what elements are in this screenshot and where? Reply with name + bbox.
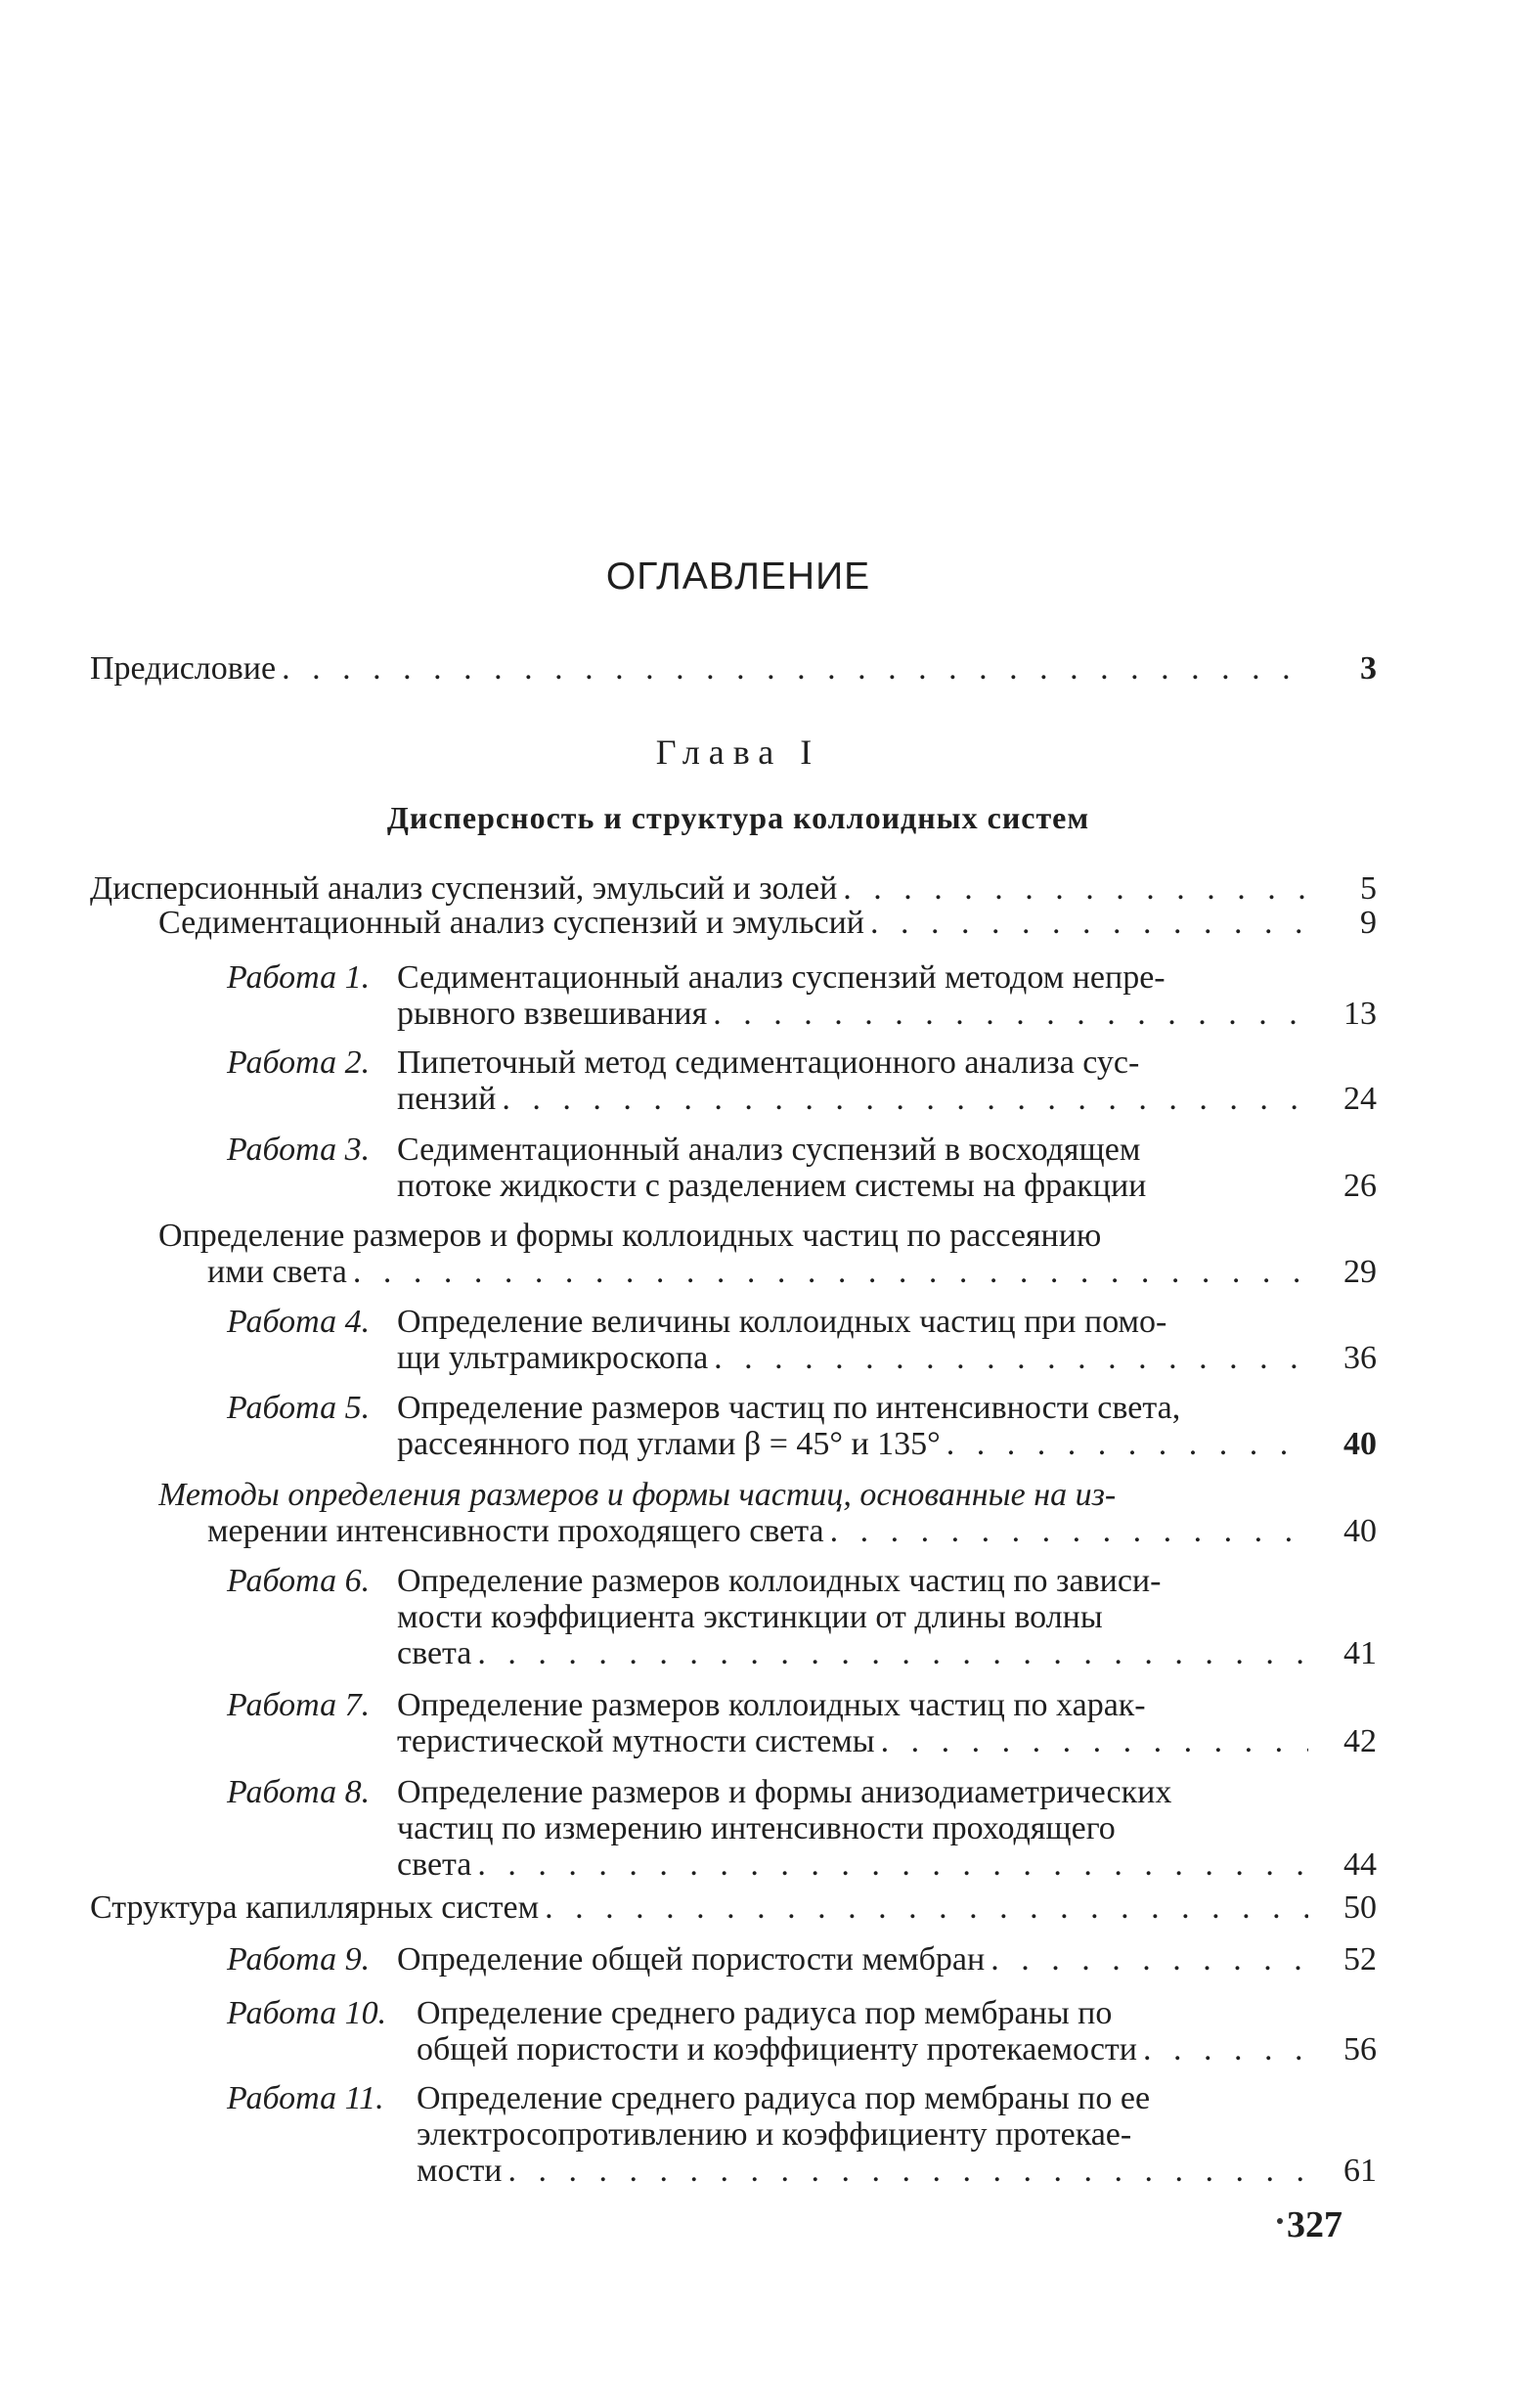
work-label: Работа 10. — [227, 1995, 387, 2031]
dot-leader — [477, 1846, 1308, 1883]
dot-leader — [508, 2153, 1308, 2189]
work-label: Работа 8. — [227, 1774, 371, 1810]
toc-entry-work[interactable] — [397, 1774, 1377, 1883]
page-number: 24 — [1343, 1081, 1377, 1117]
page-number: 61 — [1343, 2153, 1377, 2189]
toc-entry-preface[interactable] — [90, 650, 1377, 687]
dot-leader — [713, 996, 1308, 1032]
page-number: 44 — [1343, 1846, 1377, 1883]
work-label: Работа 3. — [227, 1132, 371, 1168]
toc-entry-section[interactable] — [90, 870, 1377, 907]
dot-leader — [714, 1340, 1308, 1376]
dot-leader — [946, 1426, 1308, 1462]
chapter-title: Дисперсность и структура коллоидных систем — [386, 800, 1090, 835]
toc-entry-work[interactable] — [397, 959, 1377, 1032]
toc-entry-subsection[interactable] — [158, 1477, 1377, 1549]
entry-text: Пипеточный метод седиментационного анализа сус- — [397, 1044, 1140, 1081]
toc-entry-section[interactable] — [90, 1889, 1377, 1926]
entry-text: электросопротивлению и коэффициенту протекае- — [417, 2116, 1132, 2153]
page-number: 40 — [1343, 1513, 1377, 1549]
toc-entry-subsection[interactable] — [158, 905, 1377, 941]
page-number: 9 — [1360, 905, 1377, 941]
work-label: Работа 2. — [227, 1044, 371, 1081]
page-number: 29 — [1343, 1254, 1377, 1290]
toc-entry-work[interactable] — [397, 1563, 1377, 1671]
page-number: 56 — [1343, 2031, 1377, 2067]
entry-text: щи ультрамикроскопа — [397, 1340, 709, 1376]
toc-entry-work[interactable] — [397, 1941, 1377, 1978]
entry-text: мерении интенсивности проходящего света — [207, 1513, 824, 1549]
entry-text: рывного взвешивания — [397, 996, 708, 1032]
page-number: 13 — [1343, 996, 1377, 1032]
toc-entry-work[interactable] — [397, 1132, 1377, 1204]
page-number: 36 — [1343, 1340, 1377, 1376]
dot-leader — [830, 1513, 1308, 1549]
entry-text: Седиментационный анализ суспензий и эмульсий — [158, 905, 864, 941]
toc-entry-work[interactable] — [397, 1687, 1377, 1759]
dot-leader — [477, 1635, 1308, 1671]
toc-entry-work[interactable] — [397, 1304, 1377, 1376]
page-number: 52 — [1343, 1941, 1377, 1978]
entry-text: общей пористости и коэффициенту протекаемости — [417, 2031, 1137, 2067]
page-number: 50 — [1343, 1889, 1377, 1926]
toc-title: ОГЛАВЛЕНИЕ — [605, 556, 871, 598]
toc-entry-work[interactable] — [417, 2080, 1377, 2189]
page-number: 40 — [1343, 1426, 1377, 1462]
dot-leader — [1143, 2031, 1308, 2067]
chapter-label: Глава I — [655, 733, 821, 772]
work-label: Работа 7. — [227, 1687, 371, 1723]
entry-text: Определение среднего радиуса пор мембраны по ее — [417, 2080, 1151, 2116]
entry-text: теристической мутности системы — [397, 1723, 875, 1759]
dot-leader — [282, 650, 1308, 687]
page-footer-number: 327 — [1287, 2204, 1342, 2245]
entry-text: Определение размеров частиц по интенсивности света, — [397, 1390, 1181, 1426]
dot-leader — [545, 1889, 1308, 1926]
entry-text: рассеянного под углами β = 45° и 135° — [397, 1426, 941, 1462]
entry-text: Определение размеров коллоидных частиц по харак- — [397, 1687, 1146, 1723]
dot-leader — [990, 1941, 1308, 1978]
entry-text: Определение размеров коллоидных частиц по зависи- — [397, 1563, 1162, 1599]
entry-text: мости — [417, 2153, 503, 2189]
entry-label: Предисловие — [90, 650, 277, 687]
page-number: 26 — [1343, 1168, 1377, 1204]
toc-entry-subsection[interactable] — [158, 1218, 1377, 1290]
entry-text: мости коэффициента экстинкции от длины волны — [397, 1599, 1103, 1635]
toc-entry-work[interactable] — [417, 1995, 1377, 2067]
entry-text: Дисперсионный анализ суспензий, эмульсий и золей — [90, 870, 838, 907]
entry-text: света — [397, 1846, 472, 1883]
entry-text: Определение среднего радиуса пор мембраны по — [417, 1995, 1113, 2031]
entry-text: света — [397, 1635, 472, 1671]
entry-text: Определение размеров и формы коллоидных частиц по рассеянию — [158, 1218, 1102, 1254]
entry-text: Седиментационный анализ суспензий в восходящем — [397, 1132, 1141, 1168]
work-label: Работа 11. — [227, 2080, 384, 2116]
toc-entry-work[interactable] — [397, 1390, 1377, 1462]
work-label: Работа 9. — [227, 1941, 371, 1978]
entry-text: Методы определения размеров и формы частиц, основанные на из- — [158, 1477, 1117, 1513]
bullet-mark — [1277, 2218, 1283, 2224]
page-number: 42 — [1343, 1723, 1377, 1759]
work-label: Работа 6. — [227, 1563, 371, 1599]
page-number: 41 — [1343, 1635, 1377, 1671]
entry-text: частиц по измерению интенсивности проходящего — [397, 1810, 1116, 1846]
entry-text: Определение общей пористости мембран — [397, 1941, 986, 1978]
dot-leader — [353, 1254, 1308, 1290]
work-label: Работа 1. — [227, 959, 371, 996]
dot-leader — [870, 905, 1308, 941]
page-number: 5 — [1360, 870, 1377, 907]
entry-text: Определение размеров и формы анизодиаметрических — [397, 1774, 1172, 1810]
work-label: Работа 4. — [227, 1304, 371, 1340]
entry-text: пензий — [397, 1081, 497, 1117]
entry-text: Определение величины коллоидных частиц при помо- — [397, 1304, 1167, 1340]
entry-text: Седиментационный анализ суспензий методом непре- — [397, 959, 1166, 996]
dot-leader — [881, 1723, 1308, 1759]
entry-text: Структура капиллярных систем — [90, 1889, 540, 1926]
entry-text: ими света — [207, 1254, 347, 1290]
page-number: 3 — [1360, 650, 1377, 687]
toc-entry-work[interactable] — [397, 1044, 1377, 1117]
work-label: Работа 5. — [227, 1390, 371, 1426]
entry-text: потоке жидкости с разделением системы на фракции — [397, 1168, 1147, 1204]
dot-leader — [502, 1081, 1308, 1117]
dot-leader — [843, 870, 1308, 907]
